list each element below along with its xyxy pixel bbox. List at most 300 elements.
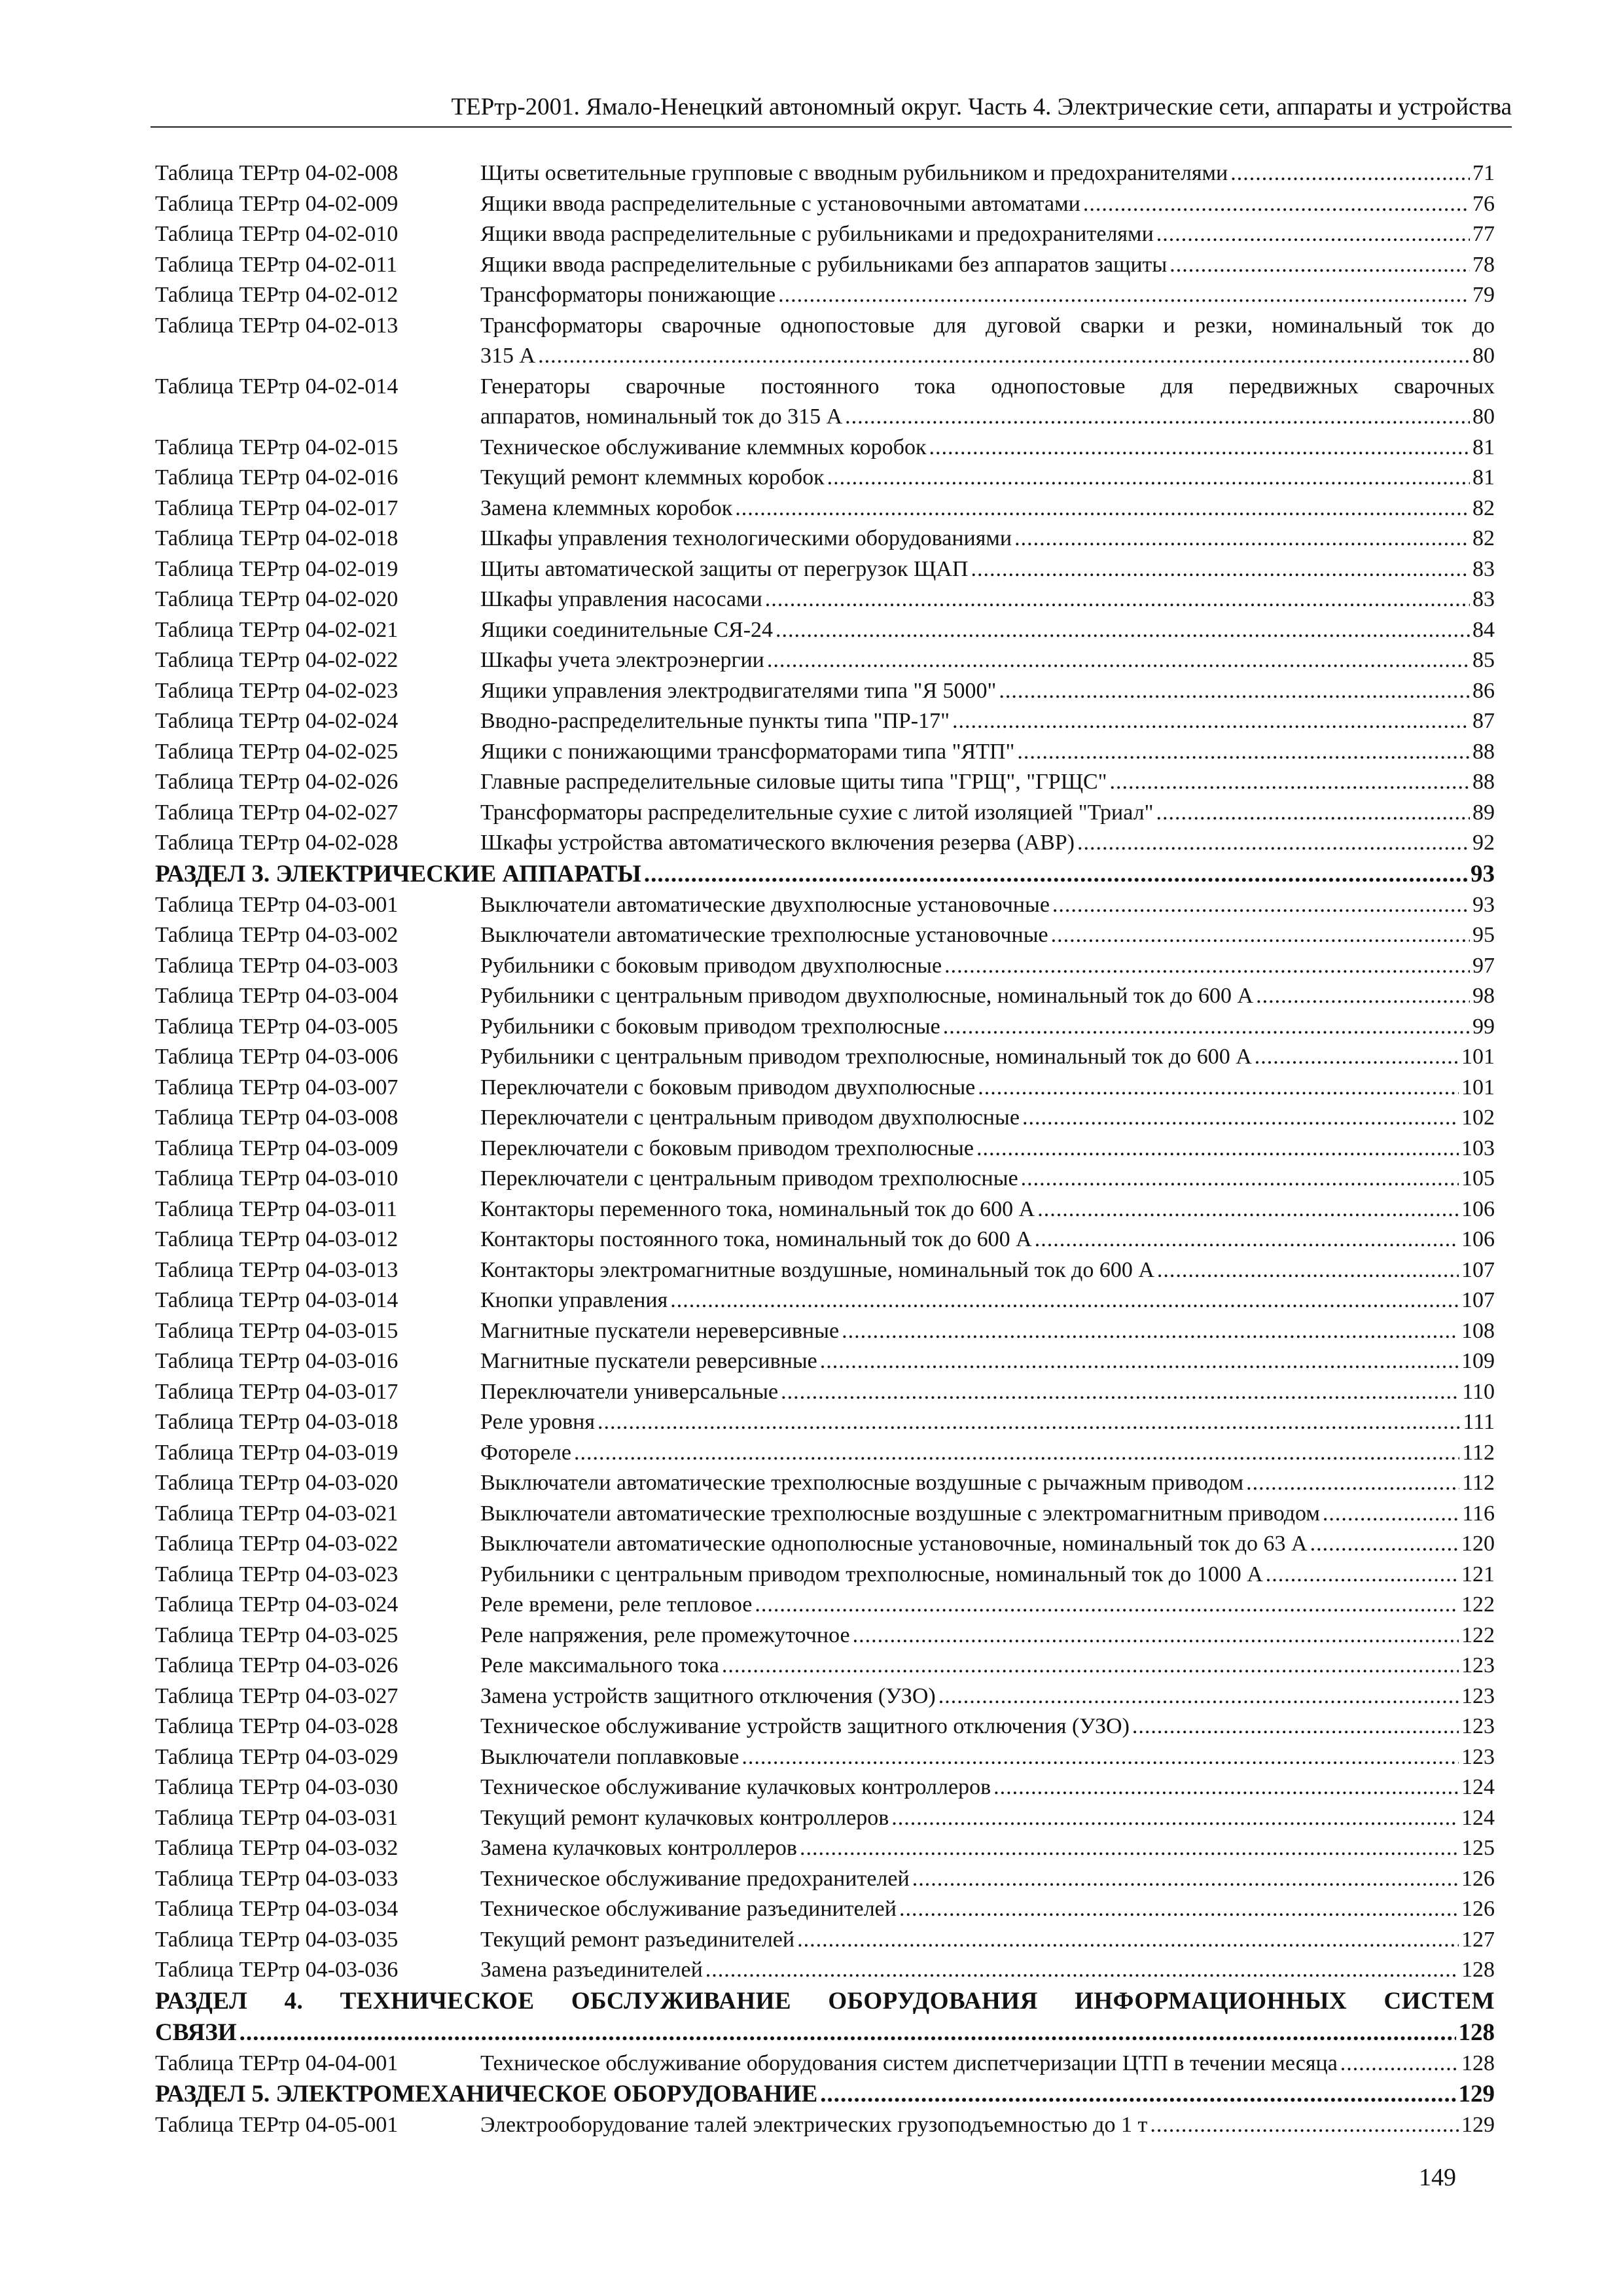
toc-entry-page: 80 [1472,404,1495,429]
toc-entry [155,189,1495,220]
toc-entry-code: Таблица ТЕРтр 04-03-028 [155,1714,399,1738]
toc-entry-title: Замена разъединителей [480,1958,703,1982]
toc-entry-title: Контакторы постоянного тока, номинальный ток до 600 А [480,1227,1032,1251]
toc-entry-title: 315 А [480,344,536,368]
toc-entry-title: Шкафы устройства автоматического включения резерва (АВР) [480,831,1075,855]
toc-entry-code: Таблица ТЕРтр 04-03-036 [155,1958,399,1982]
toc-entry-title: Главные распределительные силовые щиты типа "ГРЩ", "ГРЩС" [480,770,1107,794]
toc-entry [155,1803,1495,1834]
dot-leader [644,859,1468,890]
toc-entry-page: 129 [1458,2081,1495,2108]
toc-entry-code: Таблица ТЕРтр 04-02-013 [155,313,399,338]
toc-entry-page: 84 [1472,617,1495,642]
toc-entry-code: Таблица ТЕРтр 04-02-010 [155,222,399,246]
toc-entry-page: 81 [1472,465,1495,490]
toc-entry [155,554,1495,585]
toc-entry-title: Рубильники с боковым приводом двухполюсные [480,953,942,978]
dot-leader [574,1438,1459,1469]
toc-entry [155,158,1495,189]
toc-entry [155,1833,1495,1864]
toc-entry-page: 76 [1472,191,1495,216]
toc-entry-code: Таблица ТЕРтр 04-03-026 [155,1653,399,1677]
toc-entry-code: Таблица ТЕРтр 04-02-023 [155,678,399,703]
toc-section-heading [155,859,1495,890]
dot-leader [1230,158,1470,189]
toc-entry [155,828,1495,859]
toc-entry [155,1407,1495,1438]
dot-leader [1051,920,1470,951]
toc-entry-page: 127 [1461,1927,1495,1952]
toc-entry-code: Таблица ТЕРтр 04-03-002 [155,923,399,947]
toc-entry-title: Магнитные пускатели реверсивные [480,1349,817,1373]
toc-entry-title: СВЯЗИ [155,2018,237,2046]
toc-entry-page: 128 [1461,2051,1495,2075]
dot-leader [755,1590,1459,1621]
toc-entry [155,1042,1495,1073]
toc-entry [155,1681,1495,1712]
toc-entry-page: 120 [1461,1532,1495,1556]
toc-entry-page: 123 [1461,1653,1495,1677]
toc-entry [155,1499,1495,1530]
toc-entry-title: Контакторы электромагнитные воздушные, номинальный ток до 600 А [480,1257,1154,1282]
toc-entry [155,2110,1495,2141]
toc-entry-title: РАЗДЕЛ 5. ЭЛЕКТРОМЕХАНИЧЕСКОЕ ОБОРУДОВАНИЕ [155,2081,818,2108]
dot-leader [800,1833,1459,1864]
toc-entry-code: Таблица ТЕРтр 04-02-009 [155,191,399,216]
toc-entry-page: 123 [1461,1714,1495,1738]
toc-entry-page: 98 [1472,984,1495,1008]
toc-entry-title: РАЗДЕЛ 3. ЭЛЕКТРИЧЕСКИЕ АППАРАТЫ [155,860,641,888]
toc-entry [155,1073,1495,1103]
toc-section-heading [155,1986,1495,2049]
toc-entry-title: Выключатели поплавковые [480,1744,740,1769]
toc-entry-code: Таблица ТЕРтр 04-03-025 [155,1623,399,1647]
toc-entry-code: Таблица ТЕРтр 04-03-010 [155,1166,399,1191]
toc-entry-code: Таблица ТЕРтр 04-02-018 [155,526,399,550]
toc-entry-code: Таблица ТЕРтр 04-03-034 [155,1897,399,1921]
toc-entry-code: Таблица ТЕРтр 04-03-016 [155,1349,399,1373]
running-header: ТЕРтр-2001. Ямало-Ненецкий автономный округ. Часть 4. Электрические сети, аппараты и устройства [151,93,1512,128]
toc-entry-code: Таблица ТЕРтр 04-02-024 [155,709,399,733]
dot-leader [538,341,1470,372]
toc-entry-code: Таблица ТЕРтр 04-03-027 [155,1683,399,1708]
toc-entry-title-line1: Генераторы сварочные постоянного тока однопостовые для передвижных сварочных [480,374,1495,399]
dot-leader [929,433,1470,463]
toc-entry [155,1285,1495,1316]
toc-entry-title: Щиты осветительные групповые с вводным рубильником и предохранителями [480,161,1228,185]
dot-leader [1246,1468,1459,1499]
toc-entry-code: Таблица ТЕРтр 04-02-022 [155,648,399,672]
toc-entry [155,584,1495,615]
toc-entry [155,1103,1495,1134]
toc-entry-title: Переключатели универсальные [480,1379,779,1404]
table-of-contents [155,158,1495,2141]
toc-entry-code: Таблица ТЕРтр 04-03-032 [155,1836,399,1860]
toc-entry-code: Таблица ТЕРтр 04-05-001 [155,2113,399,2137]
toc-entry-code: Таблица ТЕРтр 04-03-014 [155,1288,399,1312]
toc-entry [155,1590,1495,1621]
toc-entry-title: Переключатели с боковым приводом двухполюсные [480,1075,976,1100]
toc-entry [155,1468,1495,1499]
toc-entry-page: 126 [1461,1897,1495,1921]
toc-entry-page: 112 [1462,1471,1495,1495]
toc-entry [155,1529,1495,1560]
toc-entry [155,615,1495,646]
toc-entry-title: Выключатели автоматические двухполюсные установочные [480,892,1050,917]
toc-entry-code: Таблица ТЕРтр 04-03-019 [155,1440,399,1465]
toc-entry-code: Таблица ТЕРтр 04-03-030 [155,1775,399,1799]
toc-entry [155,1316,1495,1347]
toc-entry-page: 123 [1461,1683,1495,1708]
toc-entry-page: 122 [1461,1592,1495,1617]
toc-entry-title: Ящики ввода распределительные с установочными автоматами [480,191,1080,216]
dot-leader [1150,2110,1459,2141]
toc-entry-page: 89 [1472,800,1495,825]
toc-entry-title: Замена устройств защитного отключения (УЗО) [480,1683,936,1708]
dot-leader [670,1285,1459,1316]
toc-entry [155,798,1495,829]
toc-entry-title-line1: Трансформаторы сварочные однопостовые для дуговой сварки и резки, номинальный ток до [480,313,1495,338]
toc-entry-title: Ящики соединительные СЯ-24 [480,617,774,642]
toc-entry-title: Рубильники с центральным приводом трехполюсные, номинальный ток до 600 А [480,1045,1252,1069]
page-number: 149 [1419,2164,1456,2191]
dot-leader [891,1803,1459,1834]
toc-entry-title-line1: РАЗДЕЛ 4. ТЕХНИЧЕСКОЕ ОБСЛУЖИВАНИЕ ОБОРУДОВАНИЯ ИНФОРМАЦИОННЫХ СИСТЕМ [155,1987,1495,2015]
toc-entry-page: 123 [1461,1744,1495,1769]
toc-entry [155,1621,1495,1651]
dot-leader [952,706,1470,737]
toc-entry-title: Переключатели с центральным приводом двухполюсные [480,1105,1020,1130]
dot-leader [827,463,1470,493]
toc-entry-code: Таблица ТЕРтр 04-03-003 [155,953,399,978]
dot-leader [820,2079,1455,2110]
toc-entry-title: Выключатели автоматические однополюсные установочные, номинальный ток до 63 А [480,1532,1308,1556]
toc-entry-title: Выключатели автоматические трехполюсные установочные [480,923,1048,947]
dot-leader [1077,828,1470,859]
toc-entry [155,219,1495,250]
toc-entry [155,1772,1495,1803]
toc-entry-page: 125 [1461,1836,1495,1860]
toc-section-heading [155,2079,1495,2110]
toc-entry [155,493,1495,524]
toc-entry [155,706,1495,737]
toc-entry [155,1194,1495,1225]
dot-leader [999,676,1470,707]
toc-entry-code: Таблица ТЕРтр 04-03-008 [155,1105,399,1130]
toc-entry [155,1346,1495,1377]
toc-entry-code: Таблица ТЕРтр 04-02-014 [155,374,399,399]
toc-entry-code: Таблица ТЕРтр 04-03-015 [155,1318,399,1343]
toc-entry [155,1925,1495,1956]
toc-entry-code: Таблица ТЕРтр 04-03-029 [155,1744,399,1769]
dot-leader [781,1377,1459,1408]
toc-entry-code: Таблица ТЕРтр 04-03-031 [155,1805,399,1830]
toc-entry-title: Электрооборудование талей электрических грузоподъемностью до 1 т [480,2113,1148,2137]
toc-entry [155,1438,1495,1469]
dot-leader [1157,1255,1459,1286]
toc-entry-title: Трансформаторы понижающие [480,283,776,307]
toc-entry-title: Ящики управления электродвигателями типа "Я 5000" [480,678,997,703]
toc-entry-code: Таблица ТЕРтр 04-02-015 [155,435,399,459]
toc-entry-page: 101 [1461,1045,1495,1069]
dot-leader [1266,1560,1459,1590]
toc-entry [155,890,1495,921]
dot-leader [842,1316,1459,1347]
dot-leader [1156,219,1470,250]
toc-entry [155,1255,1495,1286]
toc-entry [155,1742,1495,1773]
toc-entry [155,1864,1495,1895]
toc-entry-title: Переключатели с боковым приводом трехполюсные [480,1136,974,1160]
dot-leader [1017,737,1470,768]
dot-leader [797,1925,1459,1956]
toc-entry-title: Трансформаторы распределительные сухие с литой изоляцией "Триал" [480,800,1154,825]
toc-entry-page: 124 [1461,1805,1495,1830]
toc-entry-page: 106 [1461,1196,1495,1221]
toc-entry [155,737,1495,768]
toc-entry-code: Таблица ТЕРтр 04-02-016 [155,465,399,490]
toc-entry [155,433,1495,463]
toc-entry-code: Таблица ТЕРтр 04-03-012 [155,1227,399,1251]
toc-entry [155,524,1495,554]
toc-entry-page: 109 [1461,1349,1495,1373]
toc-entry [155,2049,1495,2079]
toc-entry-code: Таблица ТЕРтр 04-02-011 [155,252,398,277]
toc-entry-code: Таблица ТЕРтр 04-03-020 [155,1471,399,1495]
dot-leader [240,2017,1456,2049]
toc-entry-page: 106 [1461,1227,1495,1251]
toc-entry-page: 101 [1461,1075,1495,1100]
toc-entry [155,280,1495,311]
toc-entry-page: 124 [1461,1775,1495,1799]
toc-entry-page: 97 [1472,953,1495,978]
toc-entry-page: 102 [1461,1105,1495,1130]
toc-entry-code: Таблица ТЕРтр 04-03-033 [155,1866,399,1891]
toc-entry [155,920,1495,951]
toc-entry-page: 107 [1461,1288,1495,1312]
toc-entry-page: 111 [1463,1410,1495,1434]
toc-entry-page: 77 [1472,222,1495,246]
toc-entry [155,951,1495,982]
toc-entry-page: 95 [1472,923,1495,947]
toc-entry [155,1560,1495,1590]
dot-leader [971,554,1470,585]
toc-entry [155,250,1495,281]
toc-entry-title: Текущий ремонт кулачковых контроллеров [480,1805,889,1830]
dot-leader [944,951,1470,982]
dot-leader [899,1894,1459,1925]
toc-entry-title: Выключатели автоматические трехполюсные воздушные с электромагнитным приводом [480,1501,1320,1526]
toc-entry-title: Переключатели с центральным приводом трехполюсные [480,1166,1018,1191]
toc-entry-page: 126 [1461,1866,1495,1891]
toc-entry-page: 86 [1472,678,1495,703]
dot-leader [1169,250,1470,281]
toc-entry [155,767,1495,798]
toc-entry-title: Фотореле [480,1440,571,1465]
toc-entry-code: Таблица ТЕРтр 04-03-004 [155,984,399,1008]
toc-entry-code: Таблица ТЕРтр 04-03-006 [155,1045,399,1069]
toc-entry-code: Таблица ТЕРтр 04-03-023 [155,1562,399,1587]
dot-leader [853,1621,1459,1651]
dot-leader [820,1346,1459,1377]
toc-entry-code: Таблица ТЕРтр 04-02-027 [155,800,399,825]
toc-entry-page: 116 [1462,1501,1495,1526]
toc-entry-code: Таблица ТЕРтр 04-02-019 [155,556,399,581]
toc-entry-title: Реле максимального тока [480,1653,719,1677]
toc-entry-code: Таблица ТЕРтр 04-03-007 [155,1075,399,1100]
toc-entry [155,1134,1495,1164]
toc-entry-code: Таблица ТЕРтр 04-02-026 [155,770,399,794]
dot-leader [978,1073,1459,1103]
dot-leader [1255,1042,1459,1073]
toc-entry-page: 112 [1462,1440,1495,1465]
toc-entry-code: Таблица ТЕРтр 04-02-020 [155,587,399,611]
toc-entry-page: 99 [1472,1014,1495,1039]
toc-entry-page: 71 [1472,161,1495,185]
toc-entry [155,1955,1495,1986]
toc-entry-code: Таблица ТЕРтр 04-03-013 [155,1257,399,1282]
toc-entry-code: Таблица ТЕРтр 04-04-001 [155,2051,399,2075]
toc-entry-page: 85 [1472,648,1495,672]
dot-leader [778,280,1470,311]
toc-entry-title: Реле уровня [480,1410,595,1434]
toc-entry-page: 80 [1472,344,1495,368]
dot-leader [765,584,1470,615]
toc-entry-page: 87 [1472,709,1495,733]
toc-entry-code: Таблица ТЕРтр 04-03-005 [155,1014,399,1039]
toc-entry-title: Техническое обслуживание разъединителей [480,1897,897,1921]
toc-entry-code: Таблица ТЕРтр 04-02-025 [155,739,399,764]
dot-leader [845,402,1470,433]
toc-entry-page: 81 [1472,435,1495,459]
toc-entry-page: 82 [1472,495,1495,520]
toc-entry [155,1012,1495,1043]
toc-entry-title: Рубильники с центральным приводом трехполюсные, номинальный ток до 1000 А [480,1562,1263,1587]
toc-entry [155,463,1495,493]
toc-entry [155,1894,1495,1925]
toc-entry-page: 107 [1461,1257,1495,1282]
toc-entry [155,311,1495,372]
dot-leader [776,615,1470,646]
toc-entry-page: 88 [1472,739,1495,764]
toc-entry-title: Ящики с понижающими трансформаторами типа "ЯТП" [480,739,1015,764]
toc-entry-title: Кнопки управления [480,1288,668,1312]
toc-entry-title: Техническое обслуживание клеммных коробок [480,435,927,459]
toc-entry-code: Таблица ТЕРтр 04-03-017 [155,1379,399,1404]
dot-leader [1156,798,1470,829]
toc-entry-title: Выключатели автоматические трехполюсные воздушные с рычажным приводом [480,1471,1244,1495]
dot-leader [993,1772,1459,1803]
dot-leader [722,1651,1459,1681]
toc-entry-page: 108 [1461,1318,1495,1343]
dot-leader [1310,1529,1459,1560]
toc-entry-code: Таблица ТЕРтр 04-03-009 [155,1136,399,1160]
toc-entry-code: Таблица ТЕРтр 04-03-021 [155,1501,399,1526]
toc-entry-code: Таблица ТЕРтр 04-03-024 [155,1592,399,1617]
toc-entry-title: Ящики ввода распределительные с рубильниками и предохранителями [480,222,1154,246]
toc-entry-page: 78 [1472,252,1495,277]
toc-entry-code: Таблица ТЕРтр 04-03-035 [155,1927,399,1952]
toc-entry-title: Замена кулачковых контроллеров [480,1836,797,1860]
toc-entry-page: 122 [1461,1623,1495,1647]
toc-entry-title: Текущий ремонт разъединителей [480,1927,795,1952]
toc-entry-page: 129 [1461,2113,1495,2137]
toc-entry-title: Рубильники с боковым приводом трехполюсные [480,1014,940,1039]
dot-leader [735,493,1470,524]
dot-leader [1021,1164,1459,1194]
toc-entry-page: 128 [1458,2018,1495,2046]
toc-entry-code: Таблица ТЕРтр 04-03-011 [155,1196,398,1221]
dot-leader [1256,981,1470,1012]
toc-entry-page: 93 [1471,860,1495,888]
dot-leader [1022,1103,1459,1134]
toc-entry-page: 103 [1461,1136,1495,1160]
toc-entry-title: Техническое обслуживание оборудования систем диспетчеризации ЦТП в течении месяца [480,2051,1338,2075]
dot-leader [1132,1712,1459,1742]
toc-entry-title: Щиты автоматической защиты от перегрузок ЩАП [480,556,969,581]
toc-entry-code: Таблица ТЕРтр 04-02-028 [155,831,399,855]
toc-entry-page: 93 [1472,892,1495,917]
dot-leader [705,1955,1459,1986]
toc-entry-page: 105 [1461,1166,1495,1191]
dot-leader [597,1407,1461,1438]
toc-entry-code: Таблица ТЕРтр 04-02-021 [155,617,399,642]
toc-entry [155,645,1495,676]
toc-entry-title: Замена клеммных коробок [480,495,733,520]
toc-entry-page: 128 [1461,1958,1495,1982]
toc-entry-page: 88 [1472,770,1495,794]
toc-entry-code: Таблица ТЕРтр 04-03-001 [155,892,399,917]
toc-entry-code: Таблица ТЕРтр 04-02-012 [155,283,399,307]
toc-entry-page: 82 [1472,526,1495,550]
dot-leader [767,645,1470,676]
toc-entry-title: Реле напряжения, реле промежуточное [480,1623,850,1647]
dot-leader [912,1864,1459,1895]
toc-entry [155,676,1495,707]
toc-entry-title: Текущий ремонт клеммных коробок [480,465,825,490]
toc-entry [155,981,1495,1012]
toc-entry [155,1651,1495,1681]
dot-leader [943,1012,1470,1043]
toc-entry-title: Магнитные пускатели нереверсивные [480,1318,840,1343]
toc-entry-title: Техническое обслуживание устройств защитного отключения (УЗО) [480,1714,1130,1738]
dot-leader [1014,524,1470,554]
toc-entry-code: Таблица ТЕРтр 04-02-017 [155,495,399,520]
toc-entry [155,1712,1495,1742]
toc-entry-title: Вводно-распределительные пункты типа "ПР-17" [480,709,950,733]
toc-entry [155,1225,1495,1255]
toc-entry-title: Реле времени, реле тепловое [480,1592,753,1617]
toc-entry-title: Контакторы переменного тока, номинальный ток до 600 А [480,1196,1035,1221]
dot-leader [1037,1194,1459,1225]
dot-leader [1083,189,1470,220]
toc-entry-page: 92 [1472,831,1495,855]
toc-entry-title: Ящики ввода распределительные с рубильниками без аппаратов защиты [480,252,1168,277]
toc-entry-code: Таблица ТЕРтр 04-03-022 [155,1532,399,1556]
toc-entry-page: 83 [1472,587,1495,611]
dot-leader [976,1134,1459,1164]
toc-entry-title: Рубильники с центральным приводом двухполюсные, номинальный ток до 600 А [480,984,1254,1008]
toc-entry-code: Таблица ТЕРтр 04-03-018 [155,1410,399,1434]
dot-leader [1110,767,1470,798]
toc-entry-title: Техническое обслуживание кулачковых контроллеров [480,1775,991,1799]
dot-leader [1340,2049,1459,2079]
toc-entry [155,1377,1495,1408]
toc-entry-page: 83 [1472,556,1495,581]
toc-entry-title: Шкафы учета электроэнергии [480,648,764,672]
toc-entry-title: Шкафы управления технологическими оборудованиями [480,526,1012,550]
toc-entry-title: аппаратов, номинальный ток до 315 А [480,404,843,429]
